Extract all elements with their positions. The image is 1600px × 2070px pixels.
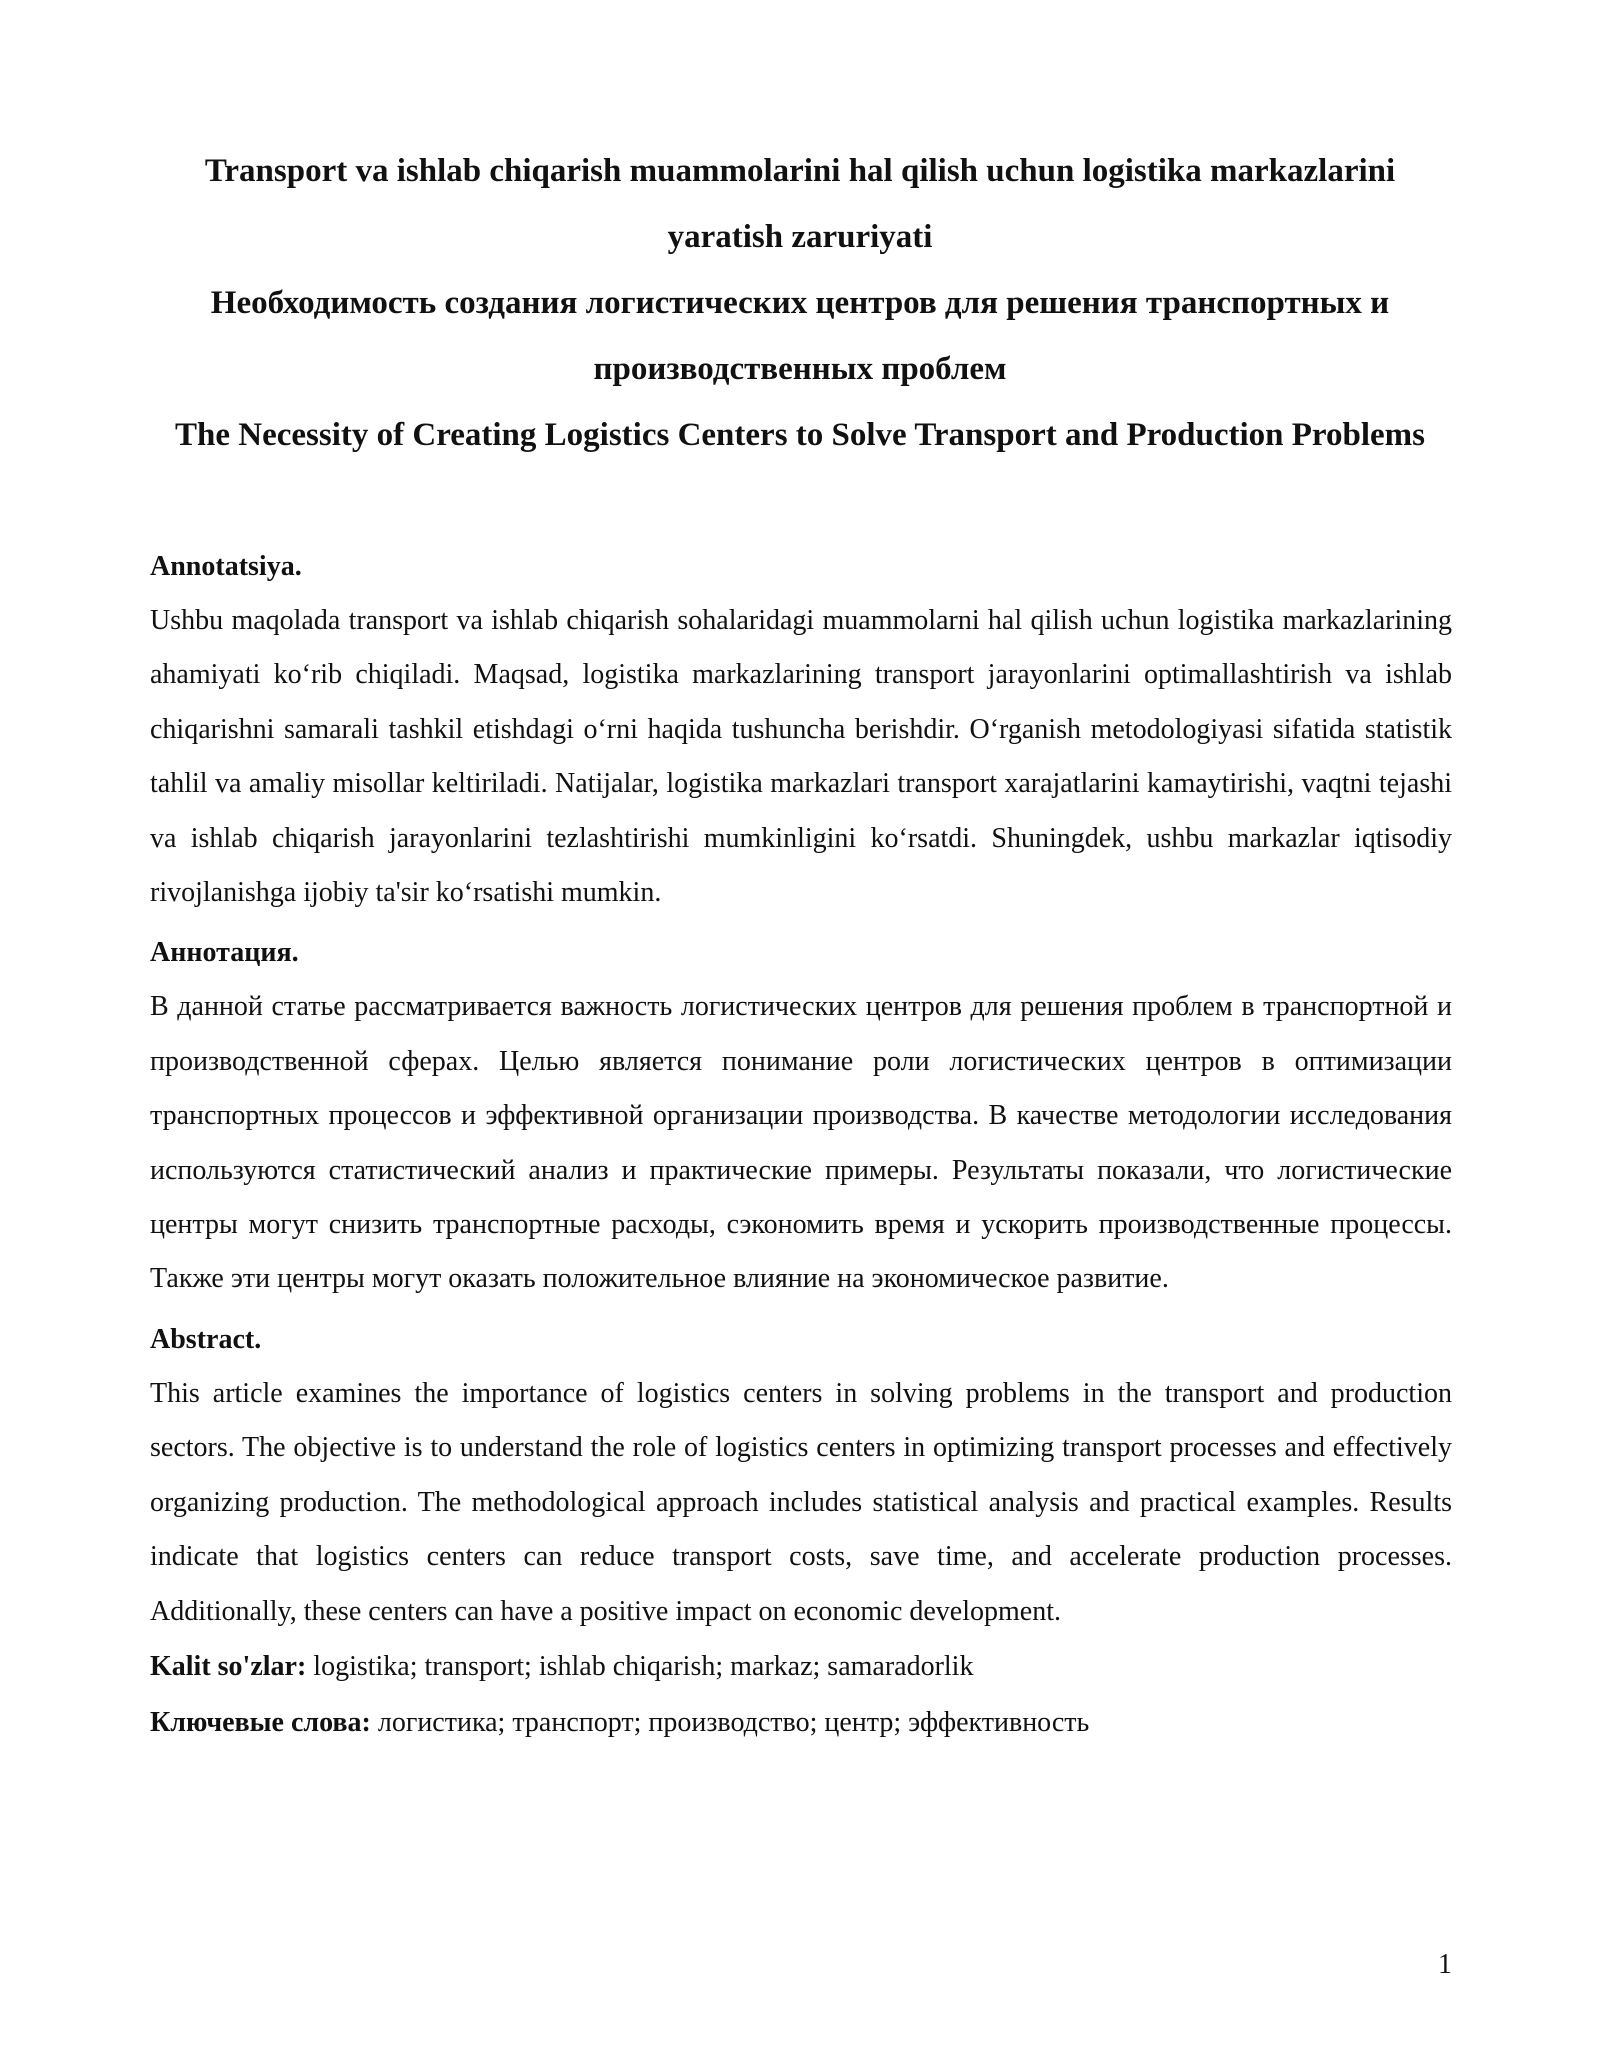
abstract-uz-heading: Annotatsiya. <box>150 551 302 582</box>
title-russian: Необходимость создания логистических центров для решения транспортных и производственных проблем <box>210 285 1390 387</box>
keywords-ru-text: логистика; транспорт; производство; центр; эффективность <box>370 1706 1090 1738</box>
abstract-ru-text: В данной статье рассматривается важность логистических центров для решения проблем в транспортной и производственной сферах. Целью является понимание роли логистических центров в оптимизации транспортных процессов и эффективной организации производства. В качестве методологии исследования используются статистический анализ и практические примеры. Результаты показали, что логистические центры могут снизить транспортные расходы, сэкономить время и ускорить производственные процессы. Также эти центры могут оказать положительное влияние на экономическое развитие. <box>150 991 1452 1295</box>
keywords-uz-text: logistika; transport; ishlab chiqarish; markaz; samaradorlik <box>306 1650 974 1682</box>
abstracts-section <box>150 540 1452 1751</box>
title-english: The Necessity of Creating Logistics Centers to Solve Transport and Production Problems <box>175 417 1425 453</box>
abstract-ru-heading: Аннотация. <box>150 937 299 969</box>
abstract-uz-text: Ushbu maqolada transport va ishlab chiqarish sohalaridagi muammolarni hal qilish uchun logistika markazlarining ahamiyati koʻrib chiqiladi. Maqsad, logistika markazlarining transport jarayonlarini optimallashtirish va ishlab chiqarishni samarali tashkil etishdagi oʻrni haqida tushuncha berishdir. Oʻrganish metodologiyasi sifatida statistik tahlil va amaliy misollar keltiriladi. Natijalar, logistika markazlari transport xarajatlarini kamaytirishi, vaqtni tejashi va ishlab chiqarish jarayonlarini tezlashtirishi mumkinligini koʻrsatdi. Shuningdek, ushbu markazlar iqtisodiy rivojlanishga ijobiy ta'sir koʻrsatishi mumkin. <box>150 605 1452 909</box>
keywords-uz <box>150 1639 1452 1695</box>
keywords-ru-label: Ключевые слова: <box>150 1706 371 1738</box>
keywords-ru <box>150 1695 1452 1751</box>
page-number: 1 <box>1438 1949 1452 1980</box>
title-block <box>150 138 1450 468</box>
abstract-en-heading: Abstract. <box>150 1323 262 1355</box>
keywords-uz-label: Kalit so'zlar: <box>150 1650 307 1682</box>
title-uzbek: Transport va ishlab chiqarish muammolarini hal qilish uchun logistika markazlarini yaratish zaruriyati <box>204 153 1396 255</box>
abstract-en-text: This article examines the importance of logistics centers in solving problems in the transport and production sectors. The objective is to understand the role of logistics centers in optimizing transport processes and effectively organizing production. The methodological approach includes statistical analysis and practical examples. Results indicate that logistics centers can reduce transport costs, save time, and accelerate production processes. Additionally, these centers can have a positive impact on economic development. <box>150 1377 1452 1627</box>
